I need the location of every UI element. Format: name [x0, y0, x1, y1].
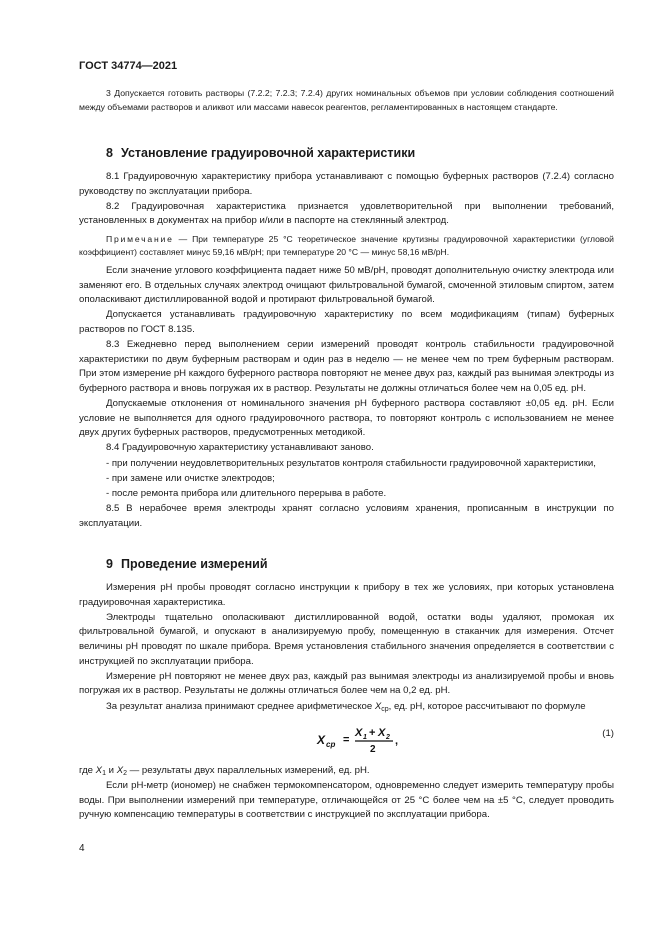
footnote-block: [79, 87, 614, 114]
formula-number: (1): [602, 728, 614, 739]
var-x2: X: [116, 765, 124, 776]
section-9-after-formula: [79, 764, 614, 824]
var-sub: 2: [123, 770, 127, 777]
text: За результат анализа принимают среднее арифметическое: [106, 700, 375, 712]
note: [79, 233, 614, 260]
formula-lhs: X: [317, 733, 326, 747]
paragraph-9-1: Измерения pH пробы проводят согласно инструкции к прибору в тех же условиях, при которых установлена градуировочная характеристика.: [79, 582, 614, 608]
section-9-heading: [79, 557, 614, 571]
note-text: — При температуре 25 °С теоретическое значение крутизны градуировочной характеристики (угловой коэффициент) составляет минус 59,16 мВ/pH; при температуре 20 °С — минус 58,16 мВ/pH.: [79, 233, 614, 258]
formula-explanation: [79, 764, 614, 779]
text: , ед. pH, которое рассчитывают по формуле: [388, 700, 586, 712]
section-title: Проведение измерений: [120, 557, 268, 571]
list-item: - после ремонта прибора или длительного перерыва в работе.: [106, 488, 387, 500]
standard-header: ГОСТ 34774—2021: [79, 60, 178, 72]
formula-sub1: 1: [363, 734, 367, 741]
formula-equals: =: [343, 734, 350, 746]
var-x: X: [374, 700, 382, 712]
paragraph-8-3: 8.3 Ежедневно перед выполнением серии измерений проводят контроль стабильности градуировочной характеристики по двум буферным растворам и один раз в неделю — не менее чем по трем буферным растворам. При этом измерение pH каждого буферного раствора повторяют не менее двух раз, каждый раз вынимая электроды из буферного раствора и вновь погружая их в раствор. Результаты не должны отличаться более чем на 0,05 ед. pH.: [79, 339, 614, 394]
section-8-heading: [79, 146, 614, 160]
text: где: [79, 765, 96, 776]
formula-comma: ,: [395, 735, 399, 747]
footnote-3: 3 Допускается готовить растворы (7.2.2; 7.2.3; 7.2.4) других номинальных объемов при условии соблюдения соотношений между объемами растворов и аликвот или массами навесок реагентов, регламентированных в настоящем стандарте.: [79, 88, 614, 112]
list-item: - при замене или очистке электродов;: [106, 472, 275, 484]
page-number: 4: [79, 843, 85, 854]
formula-plus: +: [369, 727, 376, 739]
text: — результаты двух параллельных измерений, ед. pH.: [127, 765, 370, 776]
text: и: [105, 765, 117, 776]
section-9-body: [79, 581, 614, 715]
list-item: - при получении неудовлетворительных результатов контроля стабильности градуировочной характеристики,: [106, 457, 596, 469]
var-sub: ср: [381, 705, 389, 713]
formula-num2: X: [378, 727, 386, 739]
paragraph-deviation: Допускаемые отклонения от номинального значения pH буферного раствора составляют ±0,05 ед. pH. Если условие не выполняется для одного градуировочного раствора, то повторяют контроль с использованием не менее двух других буферных растворов, предусмотренных методикой.: [79, 398, 614, 439]
formula-sub2: 2: [386, 734, 390, 741]
paragraph-8-4: 8.4 Градуировочную характеристику устанавливают заново.: [106, 442, 374, 454]
section-9: [79, 557, 614, 571]
paragraph-allow: Допускается устанавливать градуировочную характеристику по всем модификациям (типам) буферных растворов по ГОСТ 8.135.: [79, 309, 614, 335]
formula-lhs-sub: ср: [326, 740, 336, 749]
var-x1: X: [95, 765, 103, 776]
paragraph-9-3: Измерение pH повторяют не менее двух раз, каждый раз вынимая электроды из анализируемой пробы и вновь погружая их в раствор. Результаты не должны отличаться более чем на 0,2 ед. pH.: [79, 670, 614, 697]
formula-graphic: [315, 724, 425, 756]
section-number: 8: [106, 146, 113, 160]
paragraph-9-4: [79, 700, 614, 715]
paragraph-8-5: 8.5 В нерабочее время электроды хранят согласно условиям хранения, прописанным в инструкции по эксплуатации.: [79, 503, 614, 529]
var-sub: 1: [102, 770, 106, 777]
formula-1: [79, 724, 614, 754]
section-8-body: [79, 170, 614, 532]
formula-den: 2: [370, 744, 376, 755]
formula-num1: X: [355, 727, 363, 739]
section-title: Установление градуировочной характеристики: [120, 146, 416, 160]
section-8: [79, 146, 614, 160]
note-label: Примечание: [106, 233, 174, 244]
paragraph-9-2: Электроды тщательно ополаскивают дистиллированной водой, остатки воды удаляют, промокая их фильтровальной бумагой, и опускают в анализируемую пробу, помещенную в стаканчик для измерения. Отсчет величины pH проводят по шкале прибора. Время установления стабильного значения определяется в соответствии с инструкцией по эксплуатации прибора.: [79, 611, 614, 667]
paragraph-8-1: 8.1 Градуировочную характеристику прибора устанавливают с помощью буферных растворов (7.2.4) согласно руководству по эксплуатации прибора.: [79, 171, 614, 197]
paragraph-slope: Если значение углового коэффициента падает ниже 50 мВ/pH, проводят дополнительную очистку электрода или заменяют его. В отдельных случаях электрод очищают фильтровальной бумагой, смоченной этиловым спиртом, затем ополаскивают дистиллированной водой и протирают фильтровальной бумагой.: [79, 264, 614, 306]
paragraph-8-2: 8.2 Градуировочная характеристика признается удовлетворительной при выполнении требований, установленных в документах на прибор и/или в паспорте на стеклянный электрод.: [79, 200, 614, 227]
section-number: 9: [106, 557, 113, 571]
paragraph-9-5: Если pH-метр (иономер) не снабжен термокомпенсатором, одновременно следует измерить температуру пробы воды. При выполнении измерений при температуре, отличающейся от 25 °С более чем на ±5 °С, следует проводить ручную компенсацию температуры в соответствии с инструкцией по эксплуатации прибора.: [79, 780, 614, 821]
